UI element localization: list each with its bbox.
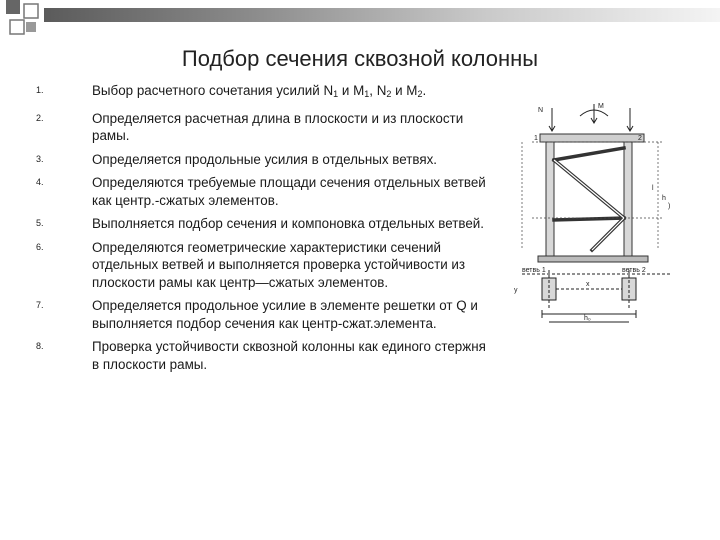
item-text: Определяются требуемые площади сечения отдельных ветвей как центр.-сжатых элементов. xyxy=(92,175,486,208)
item-number: 8. xyxy=(36,341,44,351)
label-l: l xyxy=(652,185,654,192)
header-gradient-bar xyxy=(44,8,720,22)
item-text: Определяется расчетная длина в плоскости и из плоскости рамы. xyxy=(92,110,464,143)
list-item xyxy=(36,174,506,209)
label-n: N xyxy=(538,107,544,114)
item-text: Определяется продольные усилия в отдельных ветвях. xyxy=(92,151,438,167)
label-1: 1 xyxy=(534,135,538,142)
label-2: 2 xyxy=(638,135,642,142)
label-h0: h₀ xyxy=(584,315,591,322)
label-branch-1: ветвь 1 xyxy=(522,267,546,274)
label-x: x xyxy=(586,281,590,288)
label-m: M xyxy=(598,103,604,110)
item-number: 6. xyxy=(36,241,44,252)
item-number: 3. xyxy=(36,153,44,164)
item-text: Выполняется подбор сечения и компоновка отдельных ветвей. xyxy=(92,216,484,231)
item-number: 5. xyxy=(36,218,44,228)
item-text: Определяется продольное усилие в элементе решетки от Q и выполняется подбор сечения как центр-сжат.элемента. xyxy=(92,298,478,331)
decorative-squares xyxy=(0,0,80,44)
label-branch-2: ветвь 2 xyxy=(622,267,646,274)
list-item xyxy=(36,239,506,292)
column-diagram xyxy=(512,100,682,340)
item-number: 4. xyxy=(36,177,44,187)
steps-list xyxy=(36,82,506,379)
list-item xyxy=(36,82,506,104)
item-number: 1. xyxy=(36,85,44,95)
list-item xyxy=(36,338,506,373)
slide-title: Подбор сечения сквозной колонны xyxy=(181,46,539,71)
item-number: 7. xyxy=(36,300,44,310)
list-item xyxy=(36,110,506,145)
item-text: Определяются геометрические характеристики сечений отдельных ветвей и выполняется проверка устойчивости из плоскости рамы как центр—сжатых элементов. xyxy=(92,239,466,290)
item-text: Проверка устойчивости сквозной колонны как единого стержня в плоскости рамы. xyxy=(92,339,486,372)
list-item xyxy=(36,151,506,169)
list-item xyxy=(36,297,506,332)
list-item xyxy=(36,215,506,233)
column-diagram-svg xyxy=(512,100,682,340)
item-number: 2. xyxy=(36,112,44,123)
label-y: y xyxy=(514,287,518,294)
item-text: Выбор расчетного сочетания усилий $N_1$ и $M_1$, $N_2$ и $M_2$. xyxy=(92,83,427,99)
label-h: h xyxy=(662,195,666,202)
label-paren: ) xyxy=(668,203,671,210)
